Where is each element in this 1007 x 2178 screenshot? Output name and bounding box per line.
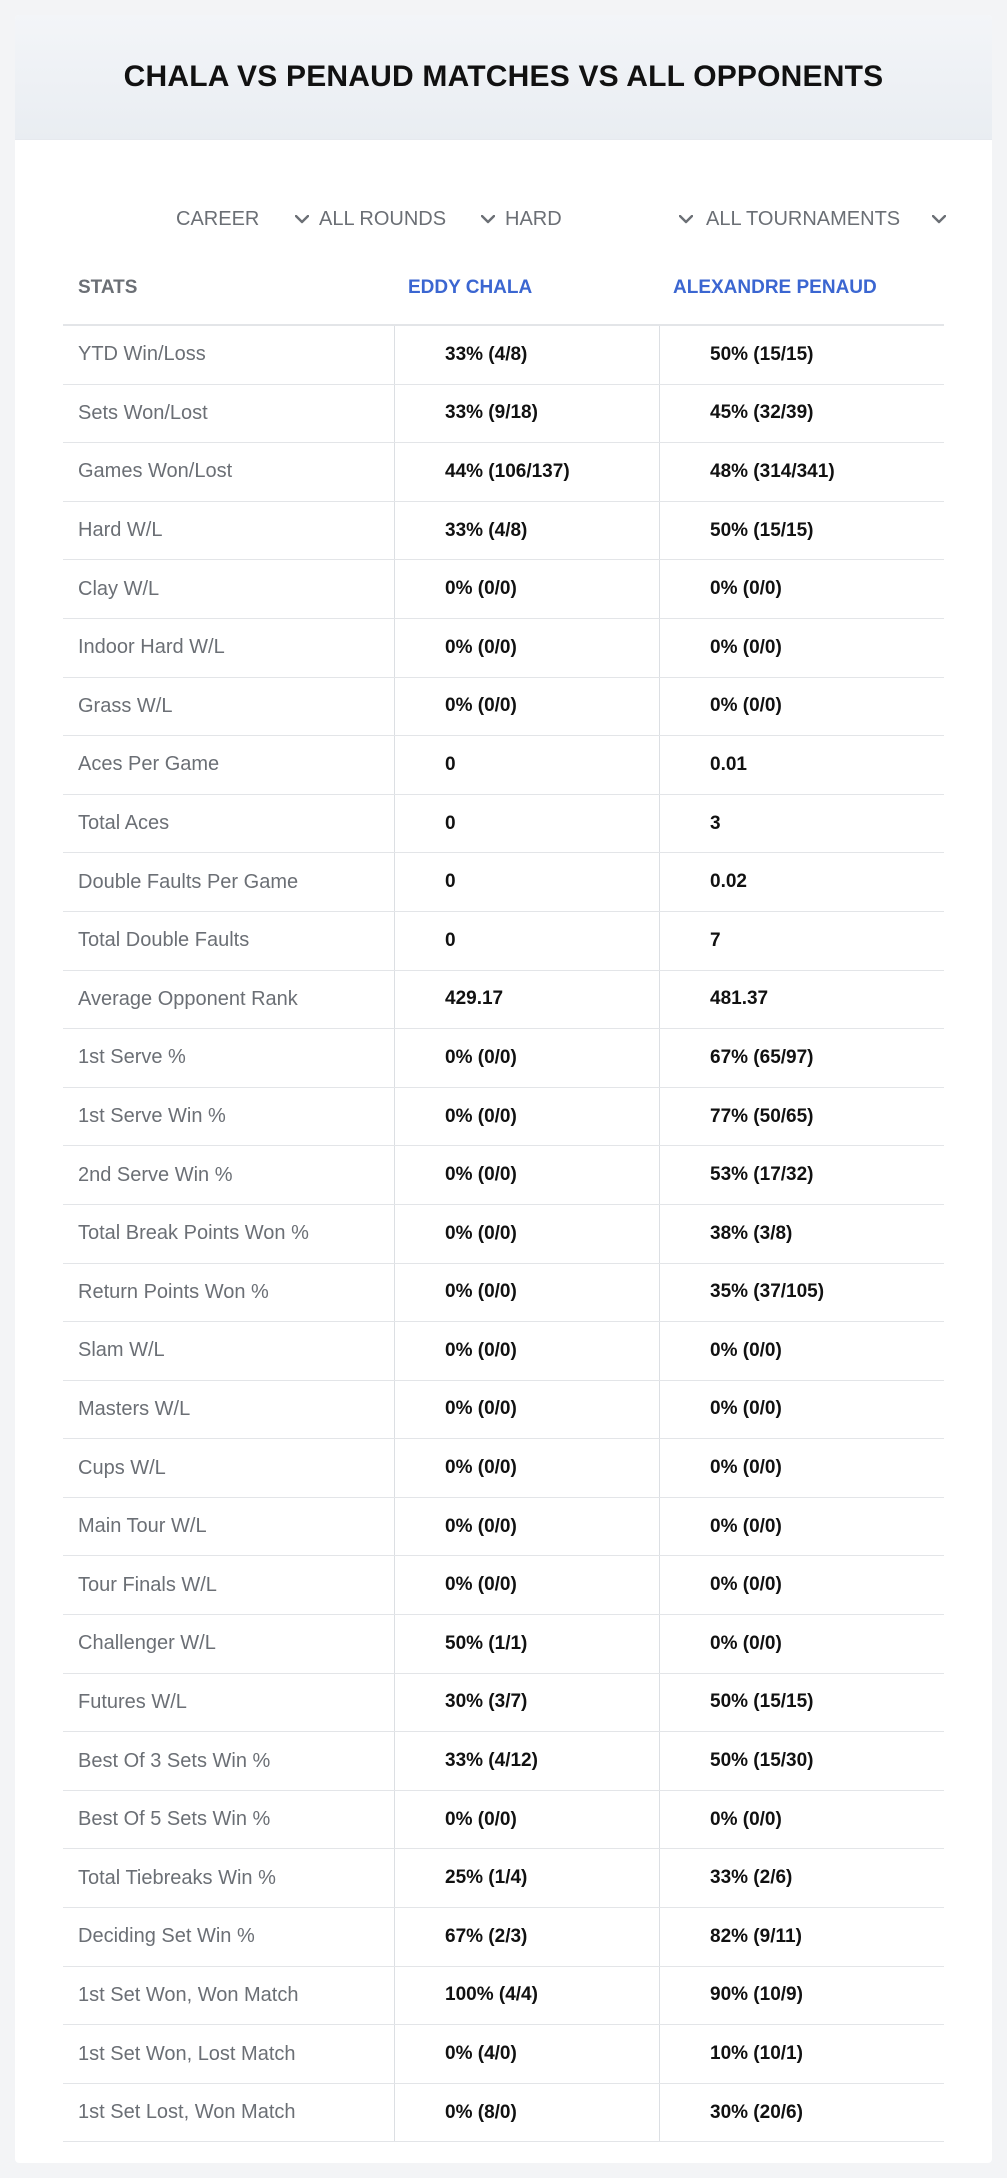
rounds-select-value: ALL ROUNDS bbox=[319, 207, 447, 230]
table-row bbox=[63, 2025, 944, 2084]
player1-value: 429.17 bbox=[394, 971, 659, 1029]
player2-value: 0% (0/0) bbox=[659, 1791, 944, 1849]
chevron-down-icon bbox=[291, 208, 313, 230]
player1-value: 0 bbox=[394, 736, 659, 794]
player2-value: 50% (15/15) bbox=[659, 1674, 944, 1732]
player1-value: 33% (4/12) bbox=[394, 1732, 659, 1790]
stats-column-header: STATS bbox=[78, 277, 138, 298]
player2-value: 35% (37/105) bbox=[659, 1264, 944, 1322]
player2-value: 30% (20/6) bbox=[659, 2084, 944, 2142]
stat-label: 1st Set Won, Lost Match bbox=[78, 2042, 296, 2065]
table-row bbox=[63, 795, 944, 854]
player1-value: 0% (0/0) bbox=[394, 1146, 659, 1204]
stat-label: Masters W/L bbox=[78, 1397, 191, 1420]
player2-value: 10% (10/1) bbox=[659, 2025, 944, 2083]
table-row bbox=[63, 1498, 944, 1557]
table-row bbox=[63, 502, 944, 561]
player2-value: 50% (15/15) bbox=[659, 326, 944, 384]
player2-value: 82% (9/11) bbox=[659, 1908, 944, 1966]
player2-value: 0% (0/0) bbox=[659, 1556, 944, 1614]
player2-column-header[interactable]: ALEXANDRE PENAUD bbox=[673, 277, 877, 298]
player1-value: 0% (0/0) bbox=[394, 1556, 659, 1614]
stats-table bbox=[63, 252, 944, 2142]
player2-value: 90% (10/9) bbox=[659, 1967, 944, 2025]
player2-value: 50% (15/30) bbox=[659, 1732, 944, 1790]
player2-value: 77% (50/65) bbox=[659, 1088, 944, 1146]
player2-value: 0% (0/0) bbox=[659, 1381, 944, 1439]
table-row bbox=[63, 1967, 944, 2026]
stat-label: 1st Set Lost, Won Match bbox=[78, 2101, 296, 2124]
player2-value: 7 bbox=[659, 912, 944, 970]
card-header bbox=[15, 15, 992, 140]
surface-select[interactable] bbox=[505, 191, 697, 247]
player2-value: 0.02 bbox=[659, 853, 944, 911]
player1-value: 0% (0/0) bbox=[394, 1088, 659, 1146]
stat-label: Challenger W/L bbox=[78, 1632, 216, 1655]
table-row bbox=[63, 1264, 944, 1323]
page-title: CHALA VS PENAUD MATCHES VS ALL OPPONENTS bbox=[123, 60, 884, 93]
table-row bbox=[63, 678, 944, 737]
stat-label: 1st Set Won, Won Match bbox=[78, 1983, 299, 2006]
table-header bbox=[63, 252, 944, 326]
stat-label: Cups W/L bbox=[78, 1456, 166, 1479]
stat-label: Slam W/L bbox=[78, 1339, 165, 1362]
rounds-select[interactable] bbox=[319, 191, 499, 247]
player2-value: 0% (0/0) bbox=[659, 619, 944, 677]
player2-value: 0% (0/0) bbox=[659, 678, 944, 736]
stat-label: Aces Per Game bbox=[78, 753, 220, 776]
player2-value: 0% (0/0) bbox=[659, 1322, 944, 1380]
player2-value: 0% (0/0) bbox=[659, 1439, 944, 1497]
player2-value: 0.01 bbox=[659, 736, 944, 794]
stat-label: 1st Serve % bbox=[78, 1046, 186, 1069]
stat-label: Hard W/L bbox=[78, 519, 163, 542]
player1-value: 44% (106/137) bbox=[394, 443, 659, 501]
stat-label: Games Won/Lost bbox=[78, 460, 233, 483]
table-row bbox=[63, 1088, 944, 1147]
stat-label: 2nd Serve Win % bbox=[78, 1163, 233, 1186]
table-row bbox=[63, 1791, 944, 1850]
player2-value: 0% (0/0) bbox=[659, 560, 944, 618]
table-row bbox=[63, 560, 944, 619]
table-row bbox=[63, 1556, 944, 1615]
filter-bar bbox=[15, 191, 992, 247]
table-row bbox=[63, 853, 944, 912]
table-row bbox=[63, 2084, 944, 2143]
stat-label: Grass W/L bbox=[78, 694, 173, 717]
player1-value: 0% (0/0) bbox=[394, 560, 659, 618]
table-row bbox=[63, 1322, 944, 1381]
player1-value: 33% (4/8) bbox=[394, 326, 659, 384]
table-row bbox=[63, 326, 944, 385]
player1-value: 100% (4/4) bbox=[394, 1967, 659, 2025]
player1-value: 0% (0/0) bbox=[394, 1791, 659, 1849]
player1-value: 0% (0/0) bbox=[394, 1439, 659, 1497]
player2-value: 53% (17/32) bbox=[659, 1146, 944, 1204]
table-row bbox=[63, 1205, 944, 1264]
stat-label: Deciding Set Win % bbox=[78, 1925, 255, 1948]
stat-label: Return Points Won % bbox=[78, 1280, 269, 1303]
player2-value: 45% (32/39) bbox=[659, 385, 944, 443]
stat-label: Best Of 5 Sets Win % bbox=[78, 1808, 271, 1831]
table-row bbox=[63, 1849, 944, 1908]
table-row bbox=[63, 912, 944, 971]
table-row bbox=[63, 1146, 944, 1205]
player2-value: 48% (314/341) bbox=[659, 443, 944, 501]
player1-value: 0% (0/0) bbox=[394, 1205, 659, 1263]
player2-value: 0% (0/0) bbox=[659, 1498, 944, 1556]
chevron-down-icon bbox=[675, 208, 697, 230]
table-row bbox=[63, 971, 944, 1030]
stat-label: Total Break Points Won % bbox=[78, 1222, 309, 1245]
player2-value: 67% (65/97) bbox=[659, 1029, 944, 1087]
player1-column-header[interactable]: EDDY CHALA bbox=[408, 277, 533, 298]
player2-value: 38% (3/8) bbox=[659, 1205, 944, 1263]
stat-label: Main Tour W/L bbox=[78, 1515, 207, 1538]
player2-value: 33% (2/6) bbox=[659, 1849, 944, 1907]
stat-label: Futures W/L bbox=[78, 1690, 187, 1713]
player1-value: 0 bbox=[394, 912, 659, 970]
table-row bbox=[63, 1908, 944, 1967]
player1-value: 30% (3/7) bbox=[394, 1674, 659, 1732]
player1-value: 0% (0/0) bbox=[394, 678, 659, 736]
tournaments-select[interactable] bbox=[706, 191, 950, 247]
table-body bbox=[63, 326, 944, 2142]
period-select[interactable] bbox=[176, 191, 313, 247]
stat-label: Clay W/L bbox=[78, 577, 160, 600]
stat-label: 1st Serve Win % bbox=[78, 1105, 226, 1128]
player1-value: 0 bbox=[394, 853, 659, 911]
player1-value: 67% (2/3) bbox=[394, 1908, 659, 1966]
player1-value: 0% (0/0) bbox=[394, 1264, 659, 1322]
stat-label: Total Aces bbox=[78, 812, 170, 835]
table-row bbox=[63, 1439, 944, 1498]
player1-value: 33% (9/18) bbox=[394, 385, 659, 443]
player2-value: 3 bbox=[659, 795, 944, 853]
player2-value: 0% (0/0) bbox=[659, 1615, 944, 1673]
table-row bbox=[63, 1615, 944, 1674]
table-row bbox=[63, 385, 944, 444]
chevron-down-icon bbox=[928, 208, 950, 230]
table-row bbox=[63, 736, 944, 795]
stats-card bbox=[15, 15, 992, 2163]
player1-value: 25% (1/4) bbox=[394, 1849, 659, 1907]
stat-label: Sets Won/Lost bbox=[78, 401, 208, 424]
player2-value: 50% (15/15) bbox=[659, 502, 944, 560]
surface-select-value: HARD bbox=[505, 207, 562, 230]
stat-label: YTD Win/Loss bbox=[78, 343, 206, 366]
table-row bbox=[63, 443, 944, 502]
stat-label: Total Double Faults bbox=[78, 929, 250, 952]
table-row bbox=[63, 619, 944, 678]
table-row bbox=[63, 1029, 944, 1088]
player1-value: 0% (0/0) bbox=[394, 1381, 659, 1439]
period-select-value: CAREER bbox=[176, 207, 260, 230]
player1-value: 0% (0/0) bbox=[394, 1498, 659, 1556]
player1-value: 0 bbox=[394, 795, 659, 853]
player1-value: 0% (0/0) bbox=[394, 1029, 659, 1087]
stat-label: Best Of 3 Sets Win % bbox=[78, 1749, 271, 1772]
player1-value: 50% (1/1) bbox=[394, 1615, 659, 1673]
table-row bbox=[63, 1381, 944, 1440]
stat-label: Tour Finals W/L bbox=[78, 1573, 217, 1596]
player1-value: 0% (8/0) bbox=[394, 2084, 659, 2142]
stat-label: Average Opponent Rank bbox=[78, 987, 298, 1010]
table-row bbox=[63, 1732, 944, 1791]
player1-value: 33% (4/8) bbox=[394, 502, 659, 560]
tournaments-select-value: ALL TOURNAMENTS bbox=[706, 207, 901, 230]
stat-label: Double Faults Per Game bbox=[78, 870, 299, 893]
player1-value: 0% (0/0) bbox=[394, 619, 659, 677]
player1-value: 0% (4/0) bbox=[394, 2025, 659, 2083]
chevron-down-icon bbox=[477, 208, 499, 230]
player2-value: 481.37 bbox=[659, 971, 944, 1029]
player1-value: 0% (0/0) bbox=[394, 1322, 659, 1380]
stat-label: Indoor Hard W/L bbox=[78, 636, 225, 659]
table-row bbox=[63, 1674, 944, 1733]
stat-label: Total Tiebreaks Win % bbox=[78, 1866, 276, 1889]
